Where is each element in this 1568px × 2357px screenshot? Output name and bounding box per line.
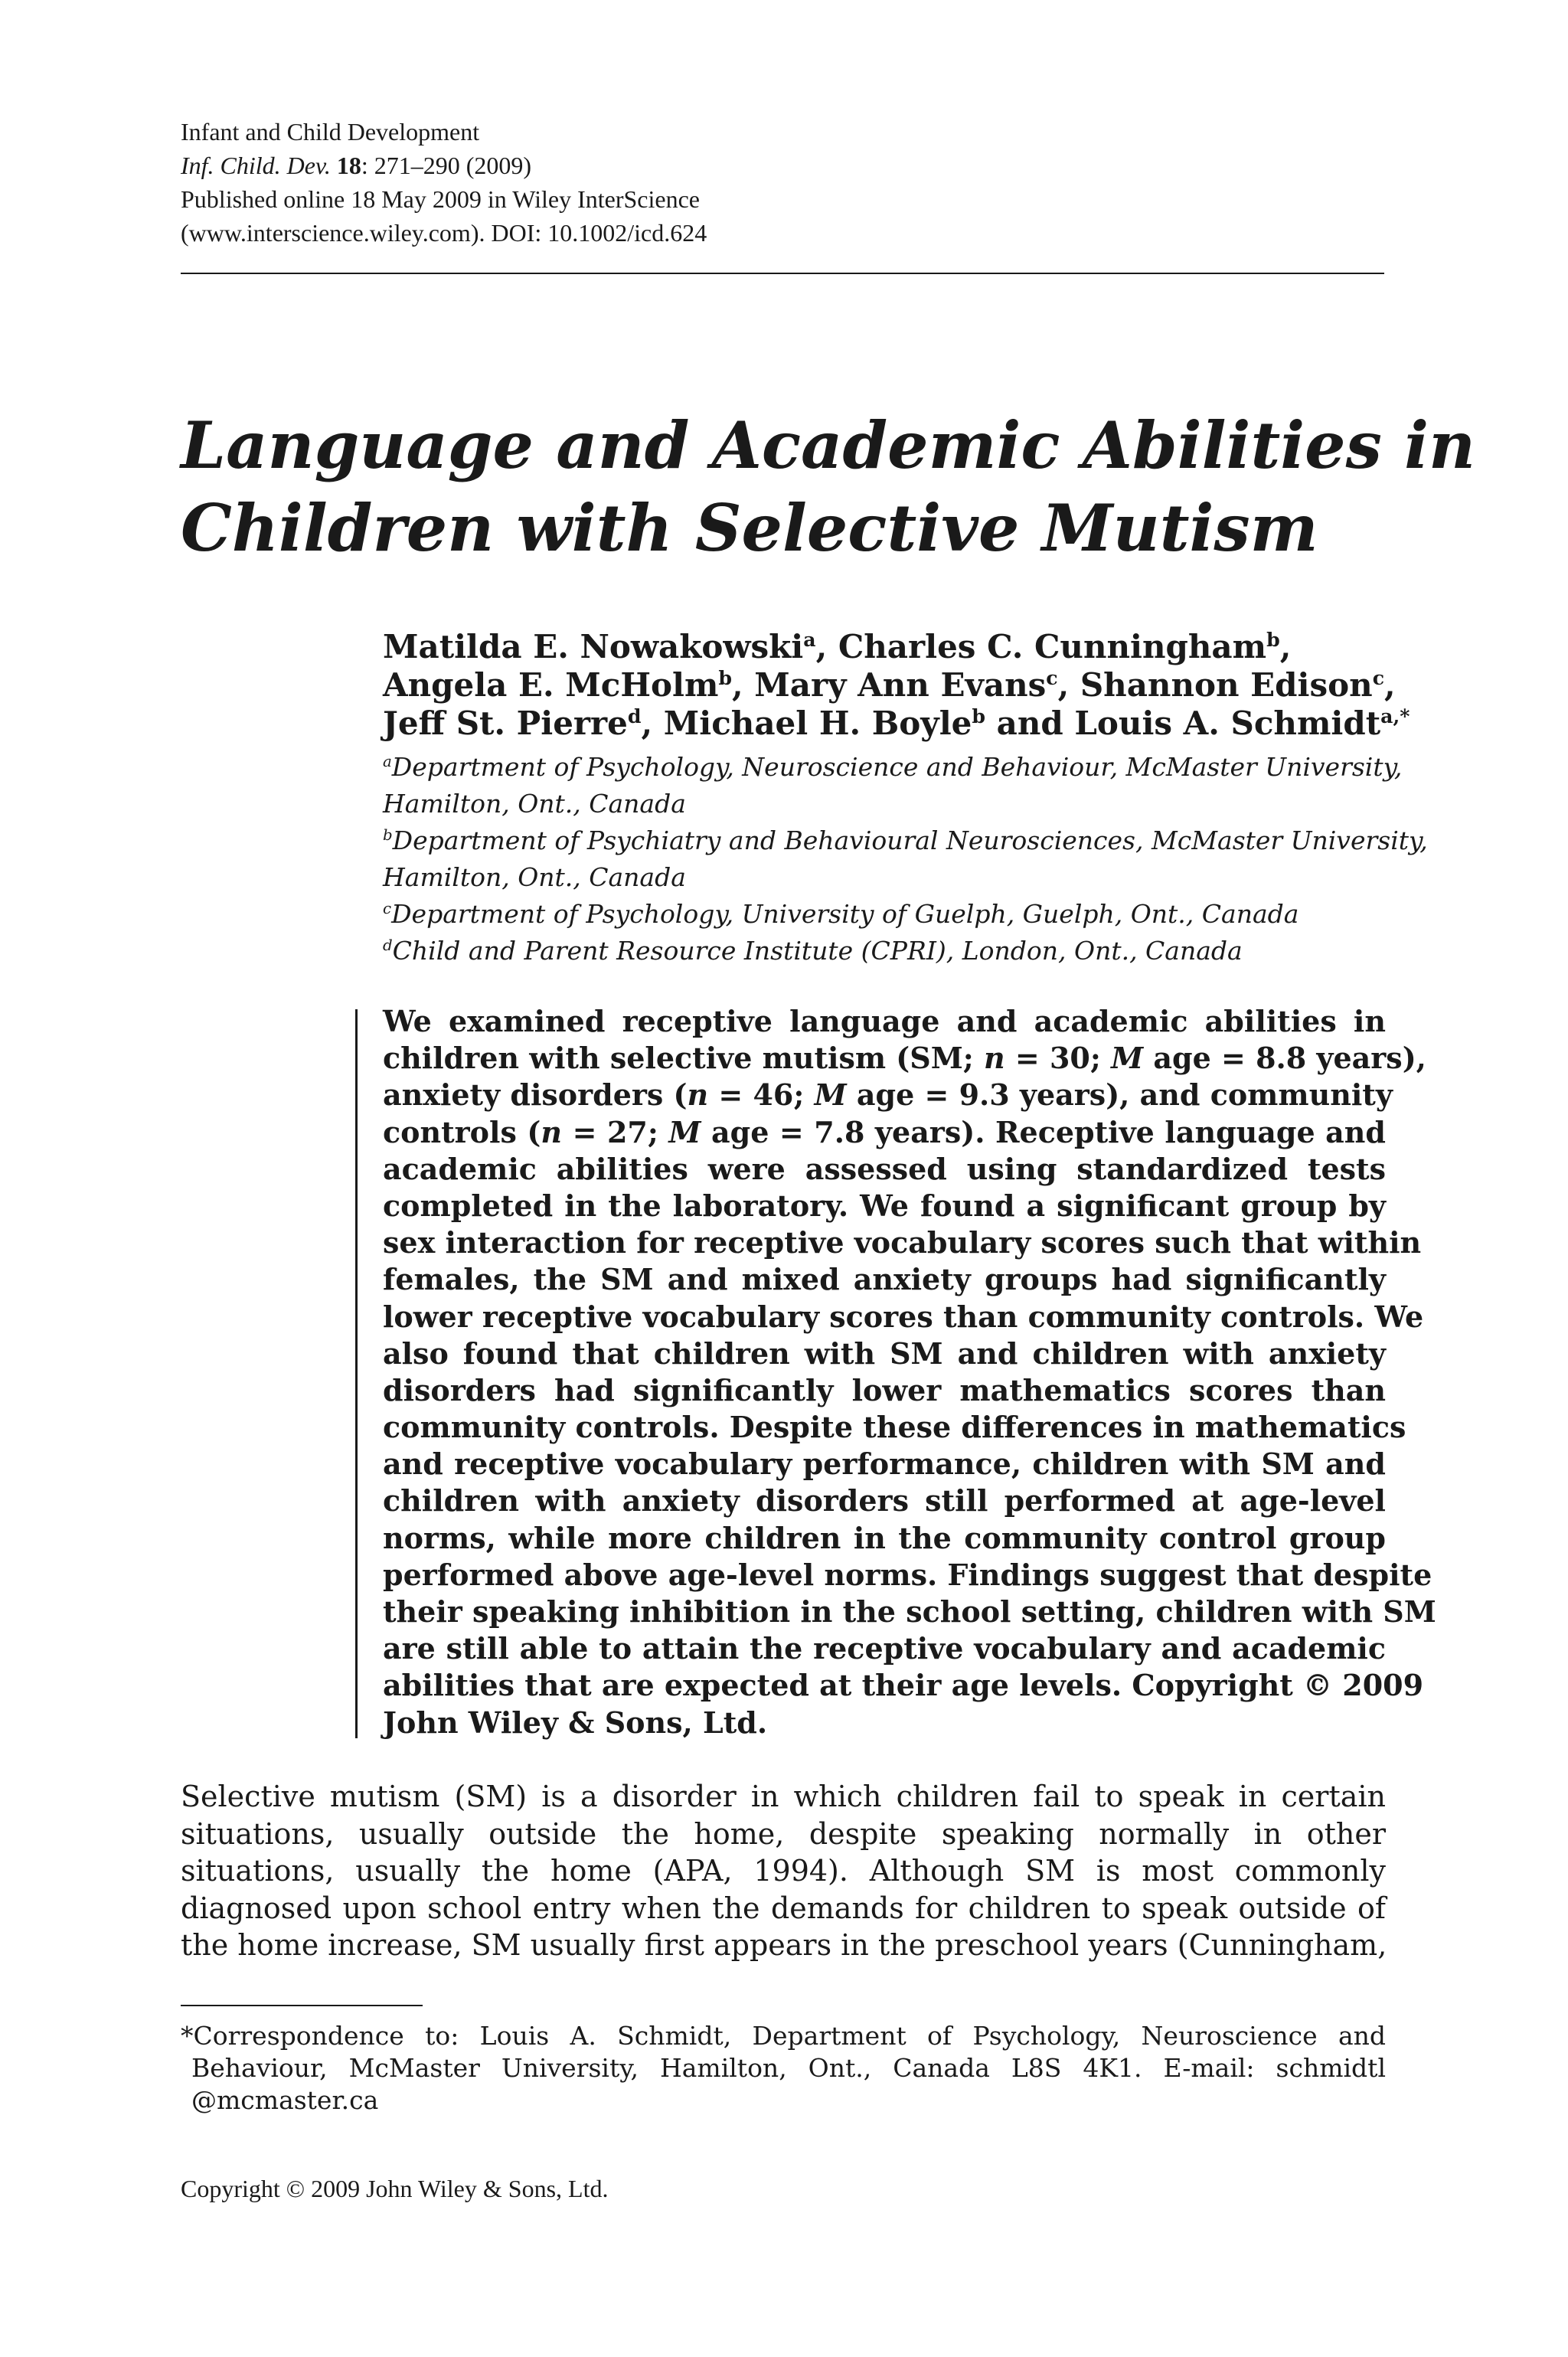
- author-name: Mary Ann Evans: [754, 666, 1047, 704]
- author-line-1: [383, 628, 1393, 666]
- author-line-3: [383, 704, 1410, 743]
- affiliation-a: [383, 749, 1403, 786]
- affiliation-d: [383, 933, 1393, 969]
- author-name: Michael H. Boyle: [663, 704, 972, 742]
- abstract-line: and receptive vocabulary performance, children with SM and: [383, 1447, 1386, 1482]
- affil-mark: a: [383, 753, 392, 770]
- footnote-line: *Correspondence to: Louis A. Schmidt, Department of Psychology, Neuroscience and: [181, 2021, 1386, 2051]
- affil-text: Child and Parent Resource Institute (CPRI), London, Ont., Canada: [392, 936, 1243, 966]
- journal-doi: (www.interscience.wiley.com). DOI: 10.1002/icd.624: [181, 219, 707, 247]
- abstract-line: completed in the laboratory. We found a significant group by: [383, 1188, 1386, 1223]
- journal-pages: : 271–290 (2009): [361, 152, 532, 179]
- author-separator: ,: [1057, 666, 1080, 704]
- affiliation-c: [383, 896, 1393, 933]
- author-affil-mark: a: [803, 628, 816, 651]
- copyright-notice: Copyright © 2009 John Wiley & Sons, Ltd.: [181, 2175, 609, 2202]
- body-line: diagnosed upon school entry when the demands for children to speak outside of: [181, 1891, 1386, 1925]
- author-name: Angela E. McHolm: [383, 666, 719, 704]
- abstract-line: controls (n = 27; M age = 7.8 years). Receptive language and: [383, 1114, 1387, 1149]
- author-affil-mark: b: [718, 666, 733, 689]
- affiliation-b: [383, 822, 1428, 859]
- title-line-2: Children with Selective Mutism: [181, 490, 1318, 566]
- footnote-line: Behaviour, McMaster University, Hamilton, Ont., Canada L8S 4K1. E-mail: schmidtl: [191, 2053, 1386, 2083]
- author-affil-mark: b: [1266, 628, 1280, 651]
- journal-name: Infant and Child Development: [181, 118, 480, 145]
- footnote-line: @mcmaster.ca: [191, 2085, 379, 2115]
- body-paragraph: [181, 1778, 1386, 1964]
- author-line-2: [383, 666, 1396, 704]
- author-separator: ,: [732, 666, 755, 704]
- abstract-line: disorders had significantly lower mathematics scores than: [383, 1372, 1386, 1407]
- header-rule: [181, 273, 1384, 274]
- affil-mark: d: [383, 937, 393, 954]
- abstract-line: John Wiley & Sons, Ltd.: [383, 1705, 768, 1740]
- journal-published: Published online 18 May 2009 in Wiley InterScience: [181, 185, 700, 213]
- journal-header: [181, 115, 1384, 250]
- abstract-line: sex interaction for receptive vocabulary scores such that within: [383, 1225, 1422, 1260]
- journal-volume: 18: [336, 152, 361, 179]
- author-affil-mark: d: [627, 704, 642, 727]
- author-name: Jeff St. Pierre: [383, 704, 628, 742]
- abstract-line: children with anxiety disorders still performed at age-level: [383, 1483, 1386, 1518]
- author-name: Shannon Edison: [1080, 666, 1373, 704]
- affil-text: Department of Psychology, Neuroscience and Behaviour, McMaster University,: [391, 752, 1403, 782]
- author-separator: and: [985, 704, 1075, 742]
- author-affil-mark: a,*: [1380, 704, 1410, 727]
- abstract-line: We examined receptive language and academic abilities in: [383, 1004, 1386, 1038]
- author-affil-mark: b: [972, 704, 985, 727]
- abstract-line: academic abilities were assessed using standardized tests: [383, 1151, 1386, 1186]
- author-separator: ,: [1384, 666, 1396, 704]
- author-affil-mark: c: [1046, 666, 1058, 689]
- body-line: Selective mutism (SM) is a disorder in which children fail to speak in certain: [181, 1780, 1386, 1813]
- abstract-line: also found that children with SM and children with anxiety: [383, 1335, 1386, 1371]
- abstract-line: females, the SM and mixed anxiety groups had significantly: [383, 1262, 1386, 1297]
- body-line: situations, usually the home (APA, 1994). Although SM is most commonly: [181, 1854, 1386, 1888]
- affil-text: Department of Psychiatry and Behavioural Neurosciences, McMaster University,: [392, 825, 1428, 855]
- abstract-line: abilities that are expected at their age levels. Copyright © 2009: [383, 1668, 1424, 1703]
- affiliation-list: [383, 749, 1428, 969]
- affiliation-a-cont: Hamilton, Ont., Canada: [383, 789, 686, 819]
- body-line: the home increase, SM usually first appears in the preschool years (Cunningham,: [181, 1928, 1387, 1962]
- abstract-line: children with selective mutism (SM; n = 30; M age = 8.8 years),: [383, 1041, 1426, 1076]
- correspondence-footnote: [181, 2020, 1386, 2117]
- affil-mark: b: [383, 826, 393, 844]
- abstract-line: their speaking inhibition in the school setting, children with SM: [383, 1594, 1436, 1629]
- author-name: Matilda E. Nowakowski: [383, 628, 804, 665]
- affil-text: Department of Psychology, University of Guelph, Guelph, Ont., Canada: [391, 899, 1299, 929]
- author-separator: ,: [815, 628, 838, 665]
- author-separator: ,: [641, 704, 664, 742]
- abstract-line: lower receptive vocabulary scores than community controls. We: [383, 1299, 1424, 1334]
- abstract-side-rule: [355, 1009, 358, 1738]
- author-separator: ,: [1279, 628, 1292, 665]
- author-name: Louis A. Schmidt: [1074, 704, 1381, 742]
- author-affil-mark: c: [1372, 666, 1385, 689]
- article-title: [181, 404, 1476, 570]
- abstract-line: anxiety disorders (n = 46; M age = 9.3 years), and community: [383, 1077, 1393, 1113]
- journal-abbrev: Inf. Child. Dev.: [181, 152, 331, 179]
- footnote-rule: [181, 2005, 423, 2006]
- author-name: Charles C. Cunningham: [838, 628, 1267, 665]
- author-list: [383, 628, 1410, 743]
- affil-mark: c: [383, 900, 392, 917]
- body-line: situations, usually outside the home, despite speaking normally in other: [181, 1816, 1386, 1851]
- journal-citation: [181, 149, 1384, 182]
- abstract-line: performed above age-level norms. Findings suggest that despite: [383, 1557, 1432, 1592]
- abstract: [383, 1003, 1436, 1741]
- abstract-line: norms, while more children in the community control group: [383, 1520, 1386, 1555]
- affiliation-b-cont: Hamilton, Ont., Canada: [383, 862, 686, 892]
- abstract-line: are still able to attain the receptive vocabulary and academic: [383, 1631, 1386, 1666]
- abstract-line: community controls. Despite these differences in mathematics: [383, 1410, 1406, 1445]
- title-line-1: Language and Academic Abilities in: [181, 407, 1476, 483]
